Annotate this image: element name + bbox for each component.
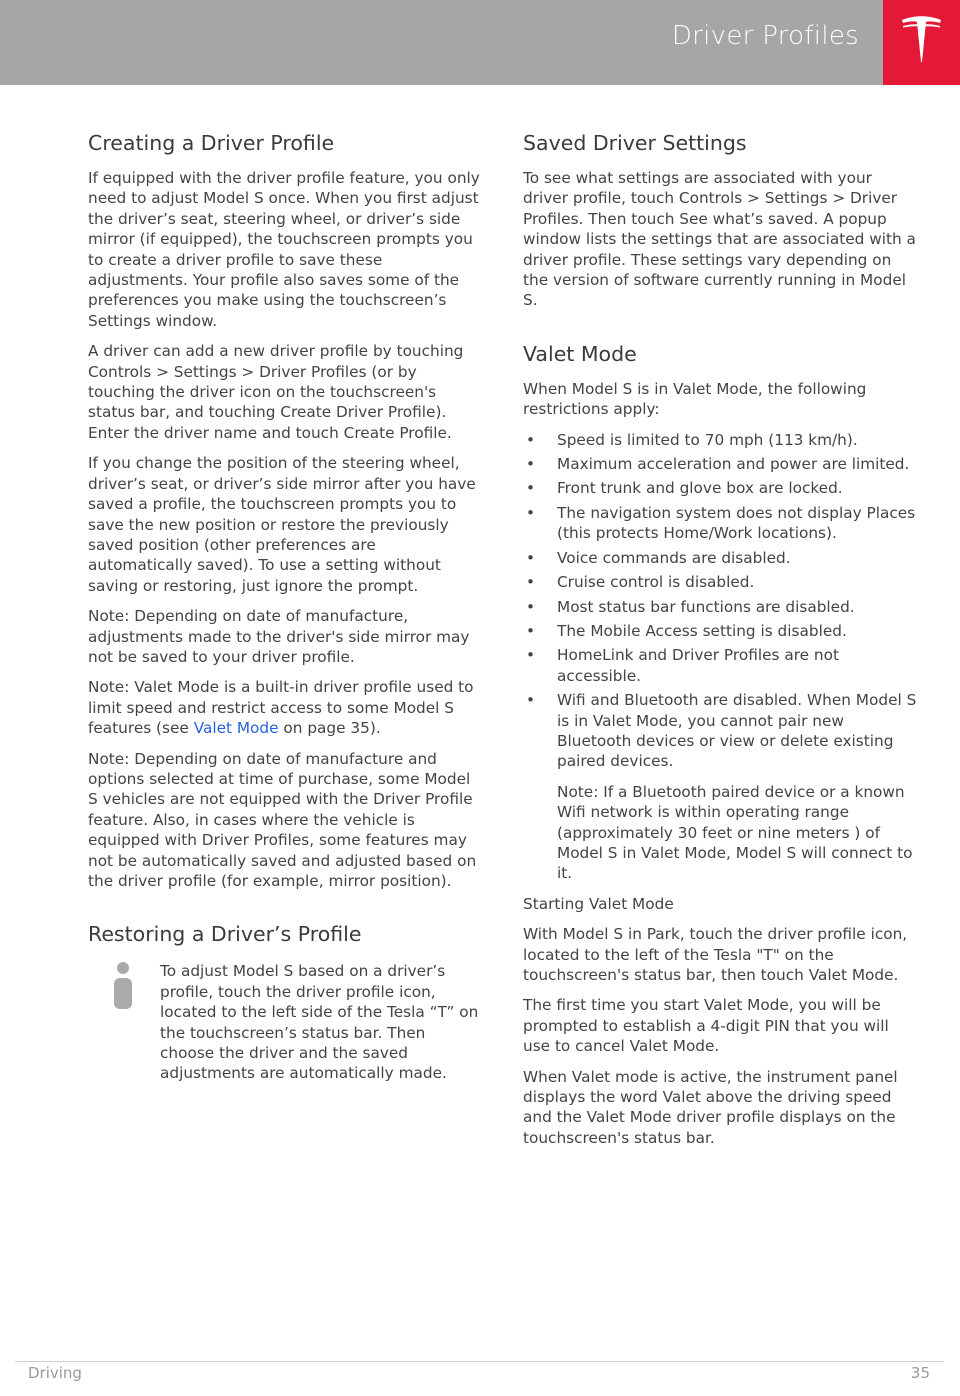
bullet: • <box>526 621 536 640</box>
saved-settings-text: To see what settings are associated with your driver profile, touch Controls > Settings > Driver Profiles. Then touch See what’s saved. A popup window lists the settings that are associated with a driver profile. These settings vary depending on the version of software currently running in Model S. <box>523 169 916 310</box>
note-valet-post: on page 35). <box>278 719 381 738</box>
note-mirror: Note: Depending on date of manufacture, adjustments made to the driver's side mirror may not be saved to your driver profile. <box>88 607 470 666</box>
left-column <box>88 128 483 1094</box>
page-title: Driver Profiles <box>671 21 859 51</box>
starting-valet-heading: Starting Valet Mode <box>523 894 674 913</box>
footer-section: Driving <box>28 1364 82 1382</box>
page-number: 35 <box>910 1364 930 1382</box>
page-header <box>0 0 883 85</box>
note-valet <box>88 677 483 738</box>
starting-paragraph-1: With Model S in Park, touch the driver profile icon, located to the left of the Tesla "T" on the touchscreen's status bar, then touch Valet Mode. <box>523 925 908 984</box>
list-item-text: Voice commands are disabled. <box>557 548 791 567</box>
driver-profile-icon <box>110 961 136 1013</box>
list-item <box>523 690 918 884</box>
footer-divider <box>15 1361 944 1362</box>
starting-paragraph-2: The first time you start Valet Mode, you will be prompted to establish a 4-digit PIN that you will use to cancel Valet Mode. <box>523 996 889 1056</box>
restoring-text: To adjust Model S based on a driver’s profile, touch the driver profile icon, located to the left side of the Tesla “T” on the touchscreen’s status bar. Then choose the driver and the saved adjustments are automatically made. <box>160 962 479 1083</box>
creating-heading: Creating a Driver Profile <box>88 131 335 155</box>
bullet: • <box>526 455 536 474</box>
note-equipment: Note: Depending on date of manufacture and options selected at time of purchase, some Model S vehicles are not equipped with the Driver Profile feature. Also, in cases where the vehicle is equipped with Driver Profiles, some features may not be automatically saved and adjusted based on the driver profile (for example, mirror position). <box>88 749 477 890</box>
starting-paragraph-3: When Valet mode is active, the instrument panel displays the word Valet above the driving speed and the Valet Mode driver profile displays on the touchscreen's status bar. <box>523 1067 898 1147</box>
list-item-text: Front trunk and glove box are locked. <box>557 479 843 498</box>
bullet: • <box>526 479 536 498</box>
list-item <box>523 454 918 474</box>
list-item <box>523 430 918 450</box>
list-item-text: The Mobile Access setting is disabled. <box>557 621 847 640</box>
list-item-text: Most status bar functions are disabled. <box>557 597 855 616</box>
list-item <box>523 572 918 592</box>
list-item-text: HomeLink and Driver Profiles are not accessible. <box>557 646 839 685</box>
list-item <box>523 645 918 686</box>
bullet: • <box>526 548 536 567</box>
list-item <box>523 597 918 617</box>
valet-mode-heading: Valet Mode <box>523 341 637 366</box>
bullet: • <box>526 503 536 522</box>
list-item <box>523 503 918 544</box>
bullet: • <box>526 573 536 592</box>
bullet: • <box>526 691 536 710</box>
note-valet-pre: Note: Valet Mode is a built-in driver profile used to limit speed and restrict access to some Model S features (see <box>88 678 474 738</box>
creating-paragraph-1: If equipped with the driver profile feature, you only need to adjust Model S once. When you first adjust the driver’s seat, steering wheel, or driver’s side mirror (if equipped), the touchscreen prompts you to create a driver profile to save these adjustments. Your profile also saves some of the preferences you make using the touchscreen’s Settings window. <box>88 169 480 330</box>
bullet: • <box>526 430 536 449</box>
restoring-note <box>88 961 483 1083</box>
bullet: • <box>526 597 536 616</box>
restoring-heading: Restoring a Driver’s Profile <box>88 922 362 947</box>
creating-paragraph-2: A driver can add a new driver profile by touching Controls > Settings > Driver Profiles (or by touching the driver icon on the touchscreen's status bar, and touching Create Driver Profile). Enter the driver name and touch Create Profile. <box>88 342 464 442</box>
tesla-logo-box <box>883 0 960 85</box>
valet-mode-link[interactable]: Valet Mode <box>193 719 279 738</box>
list-item-text: Cruise control is disabled. <box>557 573 755 592</box>
valet-intro: When Model S is in Valet Mode, the following restrictions apply: <box>523 379 867 419</box>
list-item <box>523 548 918 568</box>
right-column <box>523 128 918 1158</box>
list-item <box>523 621 918 641</box>
bullet: • <box>526 646 536 665</box>
tesla-t-logo-icon <box>900 16 943 68</box>
list-item-text: Speed is limited to 70 mph (113 km/h). <box>557 430 858 449</box>
bluetooth-note: Note: If a Bluetooth paired device or a known Wifi network is within operating range (approximately 30 feet or nine meters ) of Model S in Valet Mode, Model S will connect to it. <box>557 782 913 883</box>
saved-settings-heading: Saved Driver Settings <box>523 131 747 155</box>
list-item <box>523 478 918 498</box>
list-item-text: The navigation system does not display Places (this protects Home/Work locations). <box>557 503 916 543</box>
valet-restrictions-list <box>523 430 918 884</box>
list-item-text: Wifi and Bluetooth are disabled. When Model S is in Valet Mode, you cannot pair new Bluetooth devices or view or delete existing paired devices. <box>557 691 917 771</box>
list-item-text: Maximum acceleration and power are limited. <box>557 455 910 474</box>
creating-paragraph-3: If you change the position of the steering wheel, driver’s seat, or driver’s side mirror after you have saved a profile, the touchscreen prompts you to save the new position or restore the previously saved position (other preferences are automatically saved). To use a setting without saving or restoring, just ignore the prompt. <box>88 454 476 595</box>
